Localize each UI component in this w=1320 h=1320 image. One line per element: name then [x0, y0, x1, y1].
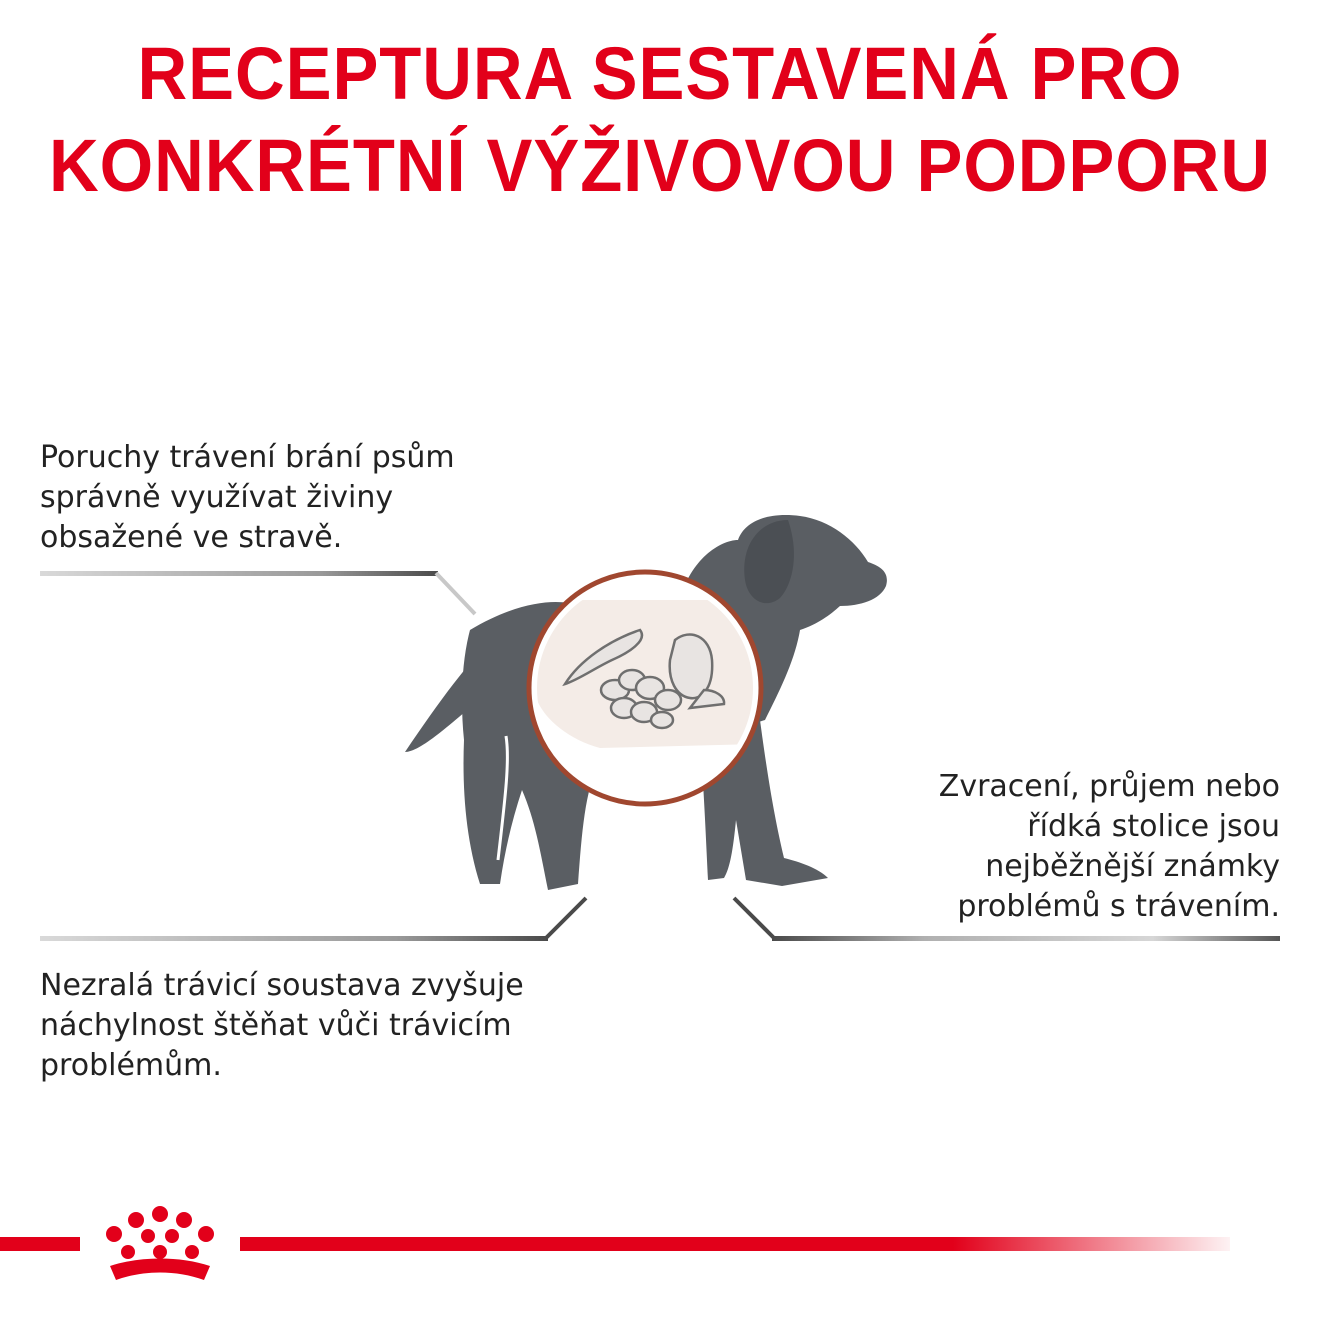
brand-bar-left	[0, 1237, 80, 1251]
callout-bottom-left	[40, 966, 524, 1086]
callout-line: Poruchy trávení brání psům	[40, 440, 455, 475]
callout-line: nejběžnější známky	[985, 849, 1280, 884]
brand-bar-right	[240, 1237, 1230, 1251]
headline-line-2: KONKRÉTNÍ VÝŽIVOVOU PODPORU	[49, 124, 1271, 207]
callout-line: náchylnost štěňat vůči trávicím	[40, 1008, 512, 1043]
callout-line: obsažené ve stravě.	[40, 520, 343, 555]
callout-top-left	[40, 438, 455, 558]
connector-top-left	[40, 571, 475, 614]
callout-line: problémů s trávením.	[957, 889, 1280, 924]
connector-bottom-left	[40, 898, 586, 941]
callout-line: Nezralá trávicí soustava zvyšuje	[40, 968, 524, 1003]
callout-line: správně využívat živiny	[40, 480, 394, 515]
callout-line: Zvracení, průjem nebo	[938, 769, 1280, 804]
callout-line: problémům.	[40, 1048, 222, 1083]
callout-line: řídká stolice jsou	[1027, 809, 1280, 844]
callout-right	[939, 767, 1280, 927]
headline-line-1: RECEPTURA SESTAVENÁ PRO	[137, 32, 1183, 115]
crown-logo-icon	[106, 1206, 214, 1280]
digestive-inset	[527, 570, 766, 806]
